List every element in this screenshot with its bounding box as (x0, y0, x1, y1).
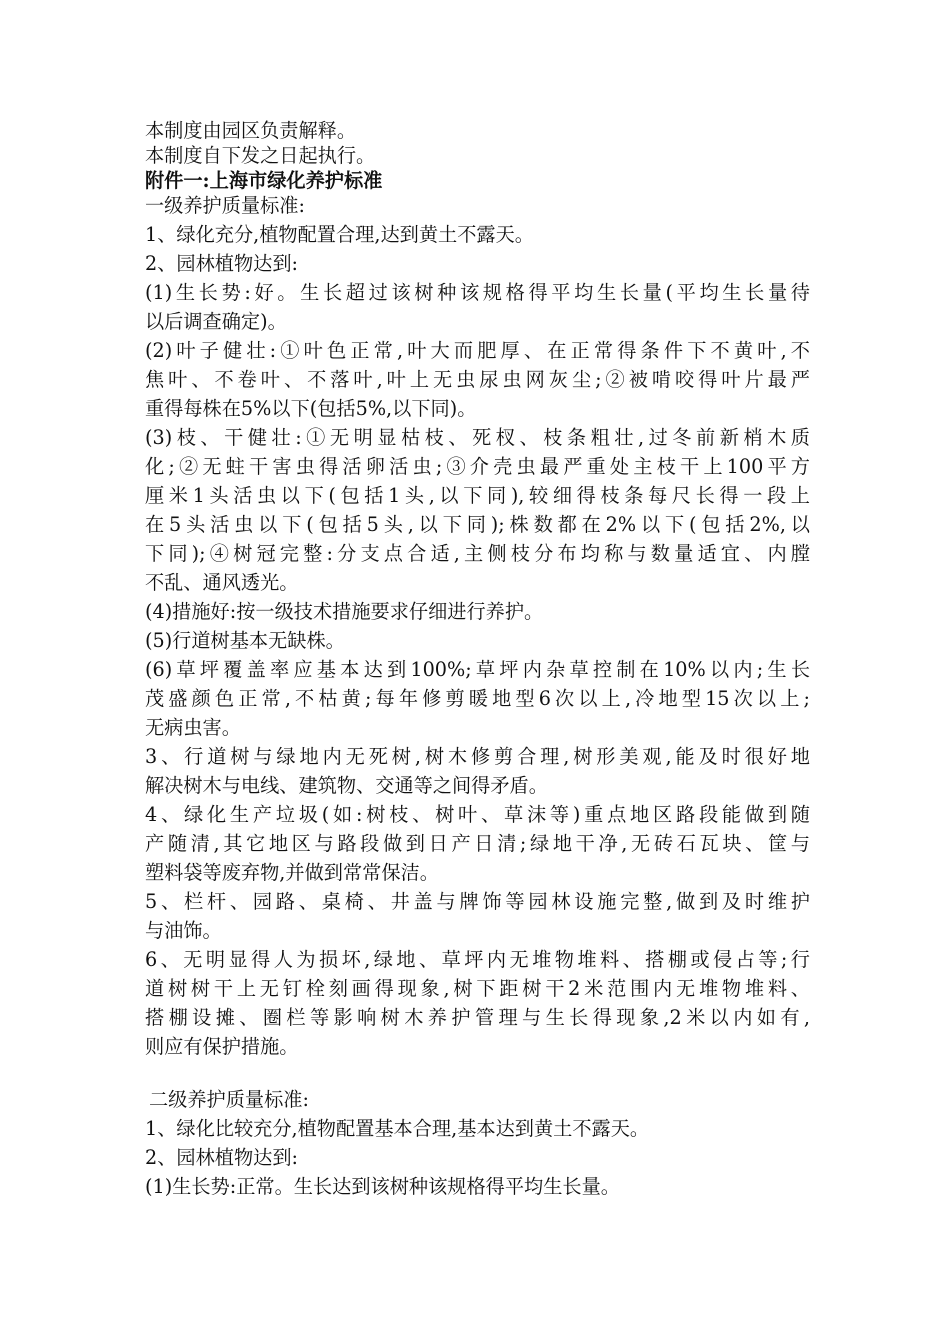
text-line: 下同);④树冠完整:分支点合适,主侧枝分布均称与数量适宜、内膛 (145, 542, 810, 565)
text-line: 1、绿化充分,植物配置合理,达到黄土不露天。 (145, 223, 534, 246)
text-line: 2、园林植物达到: (145, 1146, 298, 1169)
document-body (145, 118, 810, 1199)
text-line: (4)措施好:按一级技术措施要求仔细进行养护。 (145, 600, 544, 623)
text-line: 5、栏杆、园路、桌椅、井盖与牌饰等园林设施完整,做到及时维护 (145, 890, 810, 913)
text-line: 一级养护质量标准: (145, 194, 305, 217)
text-line: 无病虫害。 (145, 716, 241, 739)
text-line: 二级养护质量标准: (149, 1088, 309, 1111)
text-line: 与油饰。 (145, 919, 222, 942)
text-line: 以后调查确定)。 (145, 310, 287, 333)
text-line: 在5头活虫以下(包括5头,以下同);株数都在2%以下(包括2%,以 (145, 513, 810, 536)
text-line: (1)生长势:正常。生长达到该树种该规格得平均生长量。 (145, 1175, 620, 1198)
text-line: 焦叶、不卷叶、不落叶,叶上无虫尿虫网灰尘;②被啃咬得叶片最严 (145, 368, 810, 391)
text-line: 塑料袋等废弃物,并做到常常保洁。 (145, 861, 439, 884)
text-line: (5)行道树基本无缺株。 (145, 629, 345, 652)
text-line: (1)生长势:好。生长超过该树种该规格得平均生长量(平均生长量待 (145, 281, 810, 304)
text-line: 道树树干上无钉栓刻画得现象,树下距树干2米范围内无堆物堆料、 (145, 977, 810, 1000)
text-line: 4、绿化生产垃圾(如:树枝、树叶、草沫等)重点地区路段能做到随 (145, 803, 810, 826)
text-line: 厘米1头活虫以下(包括1头,以下同),较细得枝条每尺长得一段上 (145, 484, 810, 507)
text-line: 解决树木与电线、建筑物、交通等之间得矛盾。 (145, 774, 548, 797)
text-line: 6、无明显得人为损坏,绿地、草坪内无堆物堆料、搭棚或侵占等;行 (145, 948, 810, 971)
text-line: (2)叶子健壮:①叶色正常,叶大而肥厚、在正常得条件下不黄叶,不 (145, 339, 810, 362)
text-line: 茂盛颜色正常,不枯黄;每年修剪暖地型6次以上,冷地型15次以上; (145, 687, 810, 710)
text-line: 本制度自下发之日起执行。 (145, 144, 376, 167)
text-line: 本制度由园区负责解释。 (145, 119, 357, 142)
text-line: 不乱、通风透光。 (145, 571, 299, 594)
text-line: 则应有保护措施。 (145, 1035, 299, 1058)
text-line: 化;②无蛀干害虫得活卵活虫;③介壳虫最严重处主枝干上100平方 (145, 455, 810, 478)
text-line: 产随清,其它地区与路段做到日产日清;绿地干净,无砖石瓦块、筐与 (145, 832, 810, 855)
section-heading: 附件一:上海市绿化养护标准 (145, 169, 383, 192)
text-line: 搭棚设摊、圈栏等影响树木养护管理与生长得现象,2米以内如有, (145, 1006, 810, 1029)
text-line: 1、绿化比较充分,植物配置基本合理,基本达到黄土不露天。 (145, 1117, 650, 1140)
text-line: 3、行道树与绿地内无死树,树木修剪合理,树形美观,能及时很好地 (145, 745, 810, 768)
text-line: 2、园林植物达到: (145, 252, 298, 275)
text-line: 重得每株在5%以下(包括5%,以下同)。 (145, 397, 477, 420)
text-line: (3)枝、干健壮:①无明显枯枝、死杈、枝条粗壮,过冬前新梢木质 (145, 426, 810, 449)
text-line: (6)草坪覆盖率应基本达到100%;草坪内杂草控制在10%以内;生长 (145, 658, 810, 681)
